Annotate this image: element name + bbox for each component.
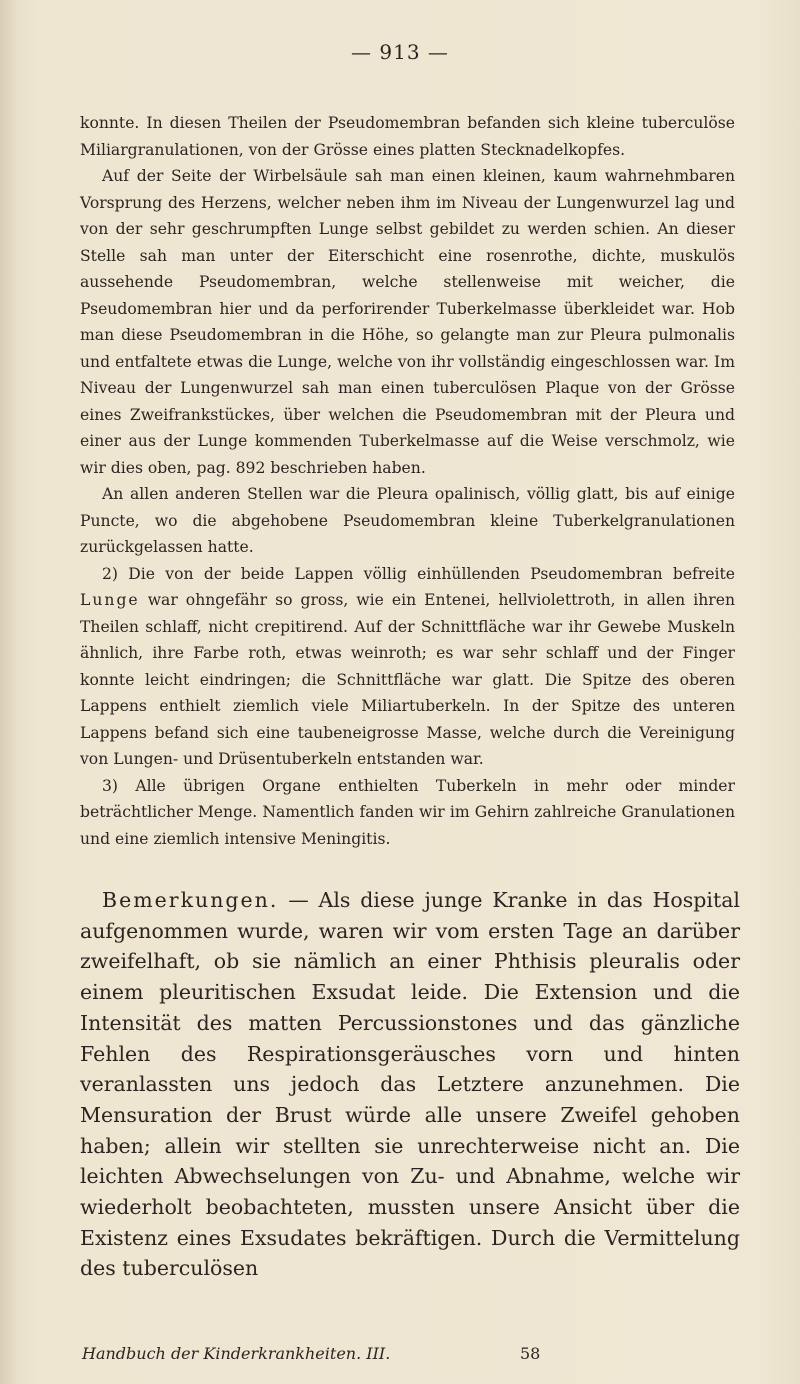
page-footer [82, 1344, 682, 1363]
paragraph-item-2 [80, 561, 735, 773]
page-number-header: — 913 — [351, 40, 449, 64]
remarks-heading: Bemerkungen. [102, 888, 279, 912]
remarks-text: — Als diese junge Kranke in das Hospital aufgenommen wurde, waren wir vom ersten Tage an darüber zweifelhaft, ob sie nämlich an einer Phthisis pleuralis oder einem pleuritischen Exsudat leide. Die Extension und die Intensität des matten Percussionstones und das gänzliche Fehlen des Respirationsgeräusches vorn und hinten veranlassten uns jedoch das Letztere anzunehmen. Die Mensuration der Brust würde alle unsere Zweifel gehoben haben; allein wir stellten sie unrechterweise nicht an. Die leichten Abwechselungen von Zu- und Abnahme, welche wir wiederholt beobachteten, mussten unsere Ansicht über die Existenz eines Exsudates bekräftigen. Durch die Vermittelung des tuberculösen [80, 888, 740, 1281]
footer-book-title: Handbuch der Kinderkrankheiten. III. [82, 1344, 391, 1363]
paragraph-vertebra: Auf der Seite der Wirbelsäule sah man einen kleinen, kaum wahrnehmbaren Vorsprung des Herzens, welcher neben ihm im Niveau der Lungenwurzel lag und von der sehr geschrumpften Lunge selbst gebildet zu werden schien. An dieser Stelle sah man unter der Eiterschicht eine rosenrothe, dichte, muskulös aussehende Pseudomembran, welche stellenweise mit weicher, die Pseudomembran hier und da perforirender Tuberkelmasse überkleidet war. Hob man diese Pseudomembran in die Höhe, so gelangte man zur Pleura pulmonalis und entfaltete etwas die Lunge, welche von ihr vollständig eingeschlossen war. Im Niveau der Lungenwurzel sah man einen tuberculösen Plaque von der Grösse eines Zweifrankstückes, über welchen die Pseudomembran mit der Pleura und einer aus der Lunge kommenden Tuberkelmasse auf die Weise verschmolz, wie wir dies oben, pag. 892 beschrieben haben. [80, 167, 735, 477]
text-block-small [80, 110, 735, 852]
text-block-remarks [80, 885, 740, 1284]
paragraph-pleura: An allen anderen Stellen war die Pleura opalinisch, völlig glatt, bis auf einige Puncte, wo die abgehobene Pseudomembran kleine Tuberkelgranulationen zurückgelassen hatte. [80, 485, 735, 556]
item2-spaced-word: Lunge [80, 591, 140, 609]
item2-prefix: 2) Die von der beide Lappen völlig einhüllenden Pseudomembran befreite [102, 564, 735, 583]
paragraph-remarks [80, 885, 740, 1284]
footer-signature: 58 [520, 1344, 541, 1363]
paragraph-continuation: konnte. In diesen Theilen der Pseudomembran befanden sich kleine tuberculöse Miliargranulationen, von der Grösse eines platten Stecknadelkopfes. [80, 114, 735, 159]
item2-rest: war ohngefähr so gross, wie ein Entenei, hellviolettroth, in allen ihren Theilen schlaff, nicht crepitirend. Auf der Schnittfläche war ihr Gewebe Muskeln ähnlich, ihre Farbe roth, etwas weinroth; es war sehr schlaff und der Finger konnte leicht eindringen; die Schnittfläche war glatt. Die Spitze des oberen Lappens enthielt ziemlich viele Miliartuberkeln. In der Spitze des unteren Lappens befand sich eine taubeneigrosse Masse, welche durch die Vereinigung von Lungen- und Drüsentuberkeln entstanden war. [80, 591, 735, 768]
paragraph-item-3: 3) Alle übrigen Organe enthielten Tuberkeln in mehr oder minder beträchtlicher Menge. Namentlich fanden wir im Gehirn zahlreiche Granulationen und eine ziemlich intensive Meningitis. [80, 776, 735, 848]
